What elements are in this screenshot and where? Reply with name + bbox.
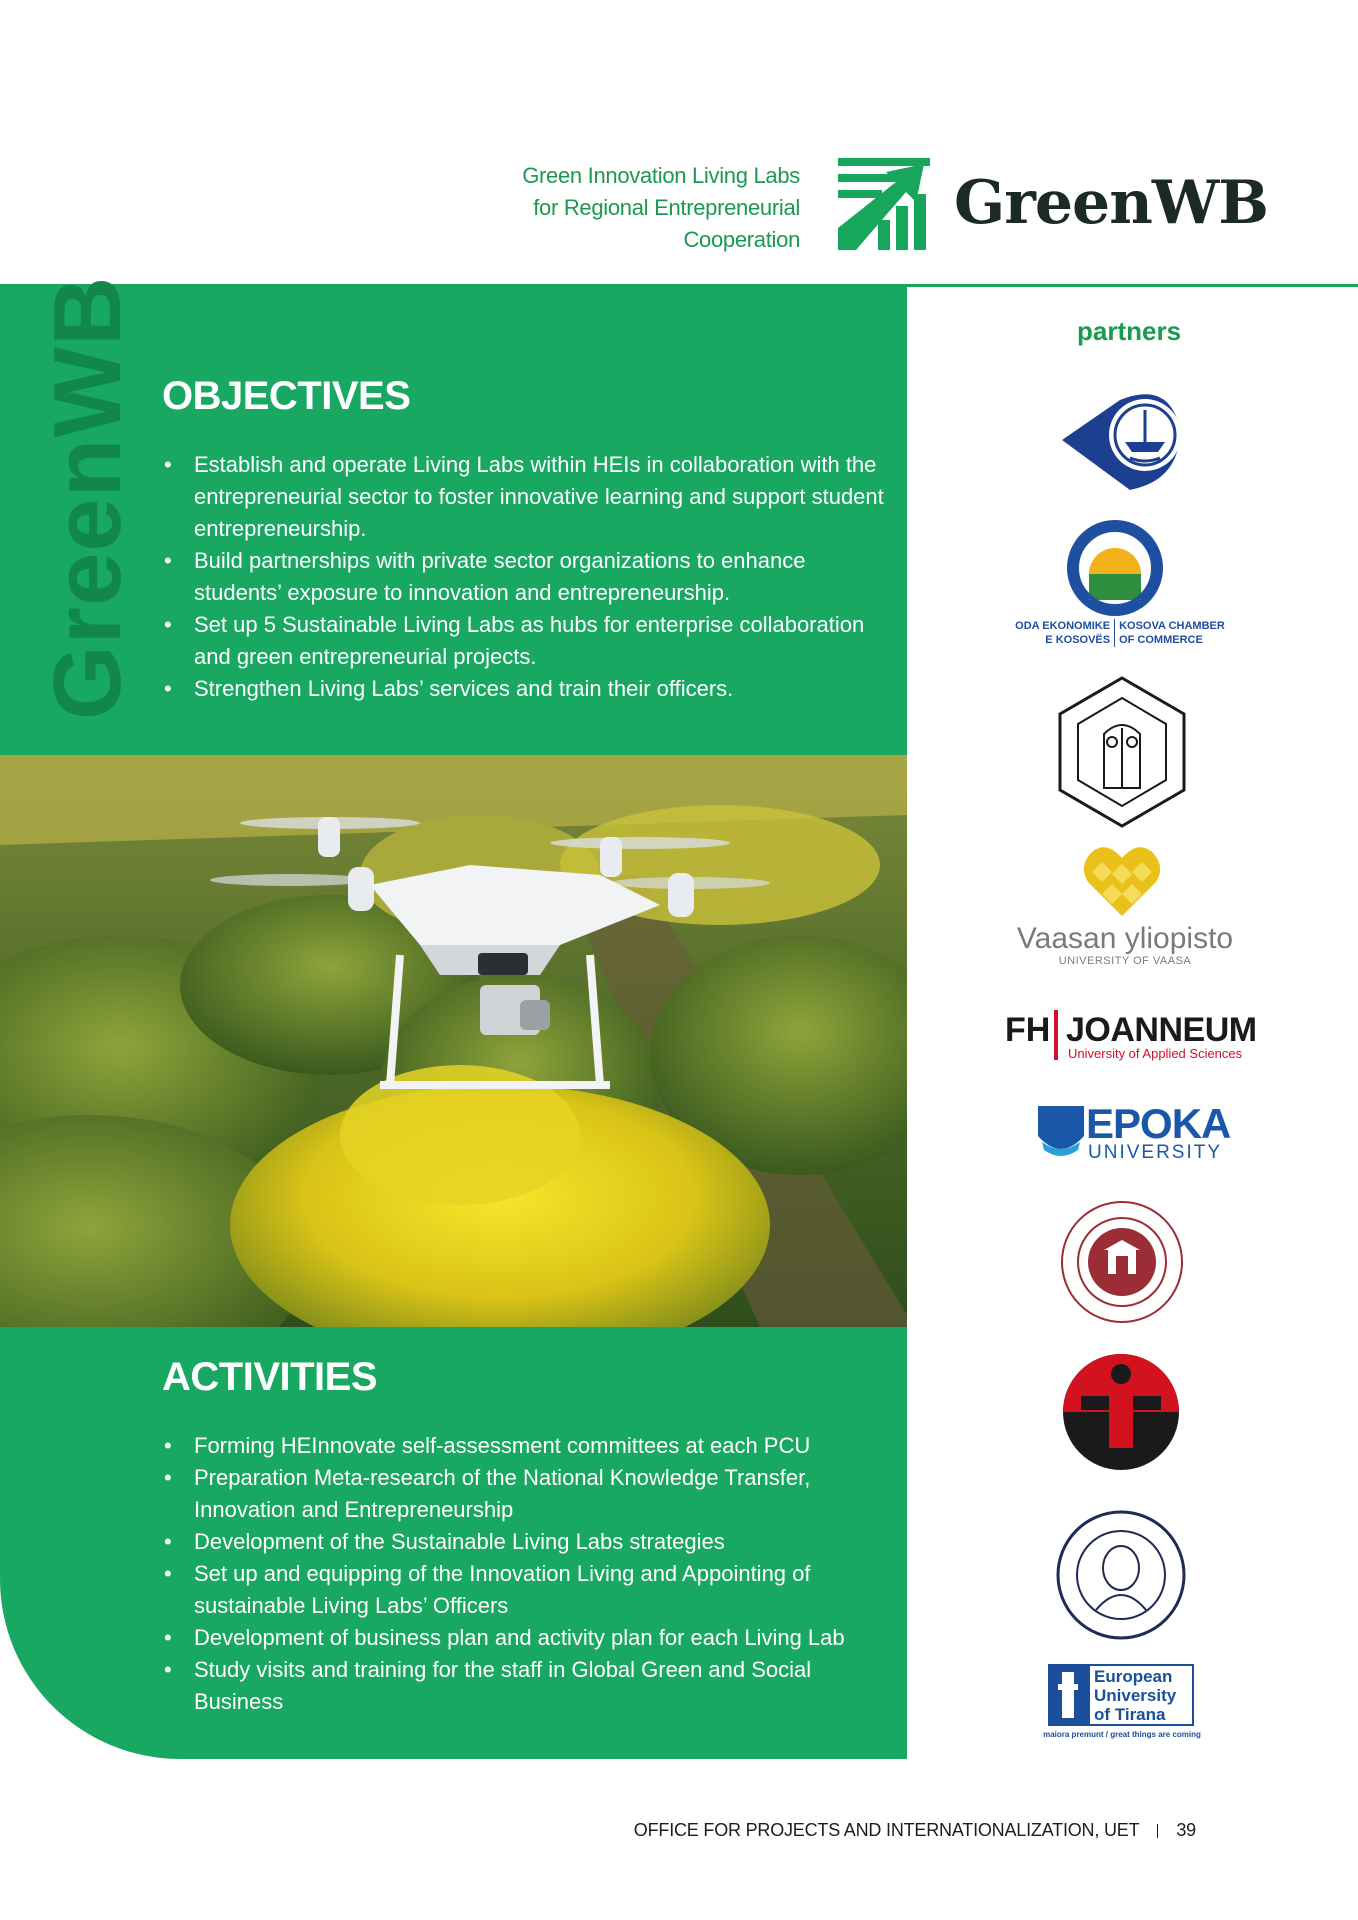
list-item-line: entrepreneurship. — [194, 516, 367, 541]
page-footer — [634, 1820, 1196, 1841]
joanneum-fh: FH — [1005, 1011, 1051, 1049]
activities-list — [162, 1430, 845, 1718]
list-item-line: Business — [194, 1689, 284, 1714]
uet-motto: maiora premunt / great things are coming — [1043, 1730, 1201, 1739]
activities-title: ACTIVITIES — [162, 1355, 378, 1399]
list-item — [162, 1462, 845, 1526]
list-item-line: • Study visits and training for the staff in Global Green and Social — [194, 1657, 812, 1682]
list-item-line: • Set up 5 Sustainable Living Labs as hubs for enterprise collaboration — [194, 612, 865, 637]
joanneum-subtitle: University of Applied Sciences — [1068, 1046, 1243, 1061]
list-item — [162, 1622, 845, 1654]
epoka-name: EPOKA — [1086, 1100, 1231, 1147]
list-item-line: • Establish and operate Living Labs within HEIs in collaboration with the — [194, 452, 877, 477]
partner-logo-ship-emblem — [1060, 380, 1190, 498]
vertical-brand-text: GreenWB — [34, 275, 141, 720]
tagline-line-2: for Regional Entrepreneurial — [533, 195, 800, 220]
list-item-line: • Build partnerships with private sector organizations to enhance — [194, 548, 806, 573]
kosova-chamber-name-sq-2: E KOSOVËS — [1045, 634, 1111, 646]
list-item-line: sustainable Living Labs’ Officers — [194, 1593, 509, 1618]
project-tagline — [440, 160, 800, 256]
partner-logo-gjilan-university-seal — [1056, 1510, 1186, 1640]
epoka-shield-icon — [1038, 1106, 1084, 1162]
page-number: 39 — [1176, 1820, 1196, 1840]
partner-logo-tirana-university-seal — [1061, 1352, 1181, 1472]
kosova-chamber-name-en: KOSOVA CHAMBER — [1119, 620, 1225, 632]
uet-line-3: of Tirana — [1094, 1705, 1166, 1724]
list-item-line: • Development of business plan and activity plan for each Living Lab — [194, 1625, 845, 1650]
joanneum-red-bar — [1054, 1010, 1058, 1060]
list-item-line: • Strengthen Living Labs’ services and train their officers. — [194, 676, 734, 701]
list-item-line: and green entrepreneurial projects. — [194, 644, 537, 669]
list-item — [162, 673, 884, 705]
partner-logo-kosova-chamber-seal — [1065, 518, 1165, 618]
objectives-list — [162, 449, 884, 705]
kosova-chamber-name-en-2: OF COMMERCE — [1119, 634, 1203, 646]
list-item-line: Innovation and Entrepreneurship — [194, 1497, 514, 1522]
kosova-chamber-name-sq: ODA EKONOMIKE — [1015, 620, 1111, 632]
list-item-line: • Set up and equipping of the Innovation Living and Appointing of — [194, 1561, 811, 1586]
list-item — [162, 1654, 845, 1718]
epoka-subtitle: UNIVERSITY — [1088, 1142, 1223, 1163]
joanneum-name: JOANNEUM — [1066, 1011, 1257, 1049]
uet-wordmark — [1088, 1664, 1194, 1726]
rising-arrow-icon — [838, 158, 930, 250]
partner-logo-vaasa-heart — [1082, 842, 1162, 922]
uet-line-1: European — [1094, 1667, 1173, 1686]
list-item-line: students’ exposure to innovation and entrepreneurship. — [194, 580, 731, 605]
tagline-line-3: Cooperation — [683, 227, 800, 252]
list-item — [162, 1526, 845, 1558]
partners-heading: partners — [1077, 316, 1182, 346]
objectives-title: OBJECTIVES — [162, 374, 411, 418]
tagline-line-1: Green Innovation Living Labs — [522, 163, 800, 188]
uet-tower-icon — [1048, 1664, 1088, 1726]
drone-over-flower-field-photo — [0, 755, 907, 1327]
kosova-chamber-caption — [1010, 619, 1230, 647]
list-item-line: entrepreneurial sector to foster innovative learning and support student — [194, 484, 884, 509]
footer-office: OFFICE FOR PROJECTS AND INTERNATIONALIZATION, UET — [633, 1820, 1140, 1840]
footer-separator — [1157, 1824, 1158, 1838]
list-item-line: • Preparation Meta-research of the National Knowledge Transfer, — [194, 1465, 811, 1490]
list-item — [162, 449, 884, 545]
list-item — [162, 1430, 845, 1462]
partner-logo-skopje-university-seal — [1054, 676, 1190, 828]
partner-logo-peja-university-seal — [1060, 1200, 1184, 1324]
uet-line-2: University — [1094, 1686, 1177, 1705]
list-item — [162, 1558, 845, 1622]
vaasa-subtitle: UNIVERSITY OF VAASA — [1058, 955, 1192, 967]
list-item — [162, 545, 884, 609]
list-item — [162, 609, 884, 673]
list-item-line: • Forming HEInnovate self-assessment committees at each PCU — [194, 1433, 811, 1458]
vaasa-name: Vaasan yliopisto — [1016, 922, 1234, 955]
greenwb-logo-text: GreenWB — [954, 168, 1268, 238]
list-item-line: • Development of the Sustainable Living Labs strategies — [194, 1529, 725, 1554]
